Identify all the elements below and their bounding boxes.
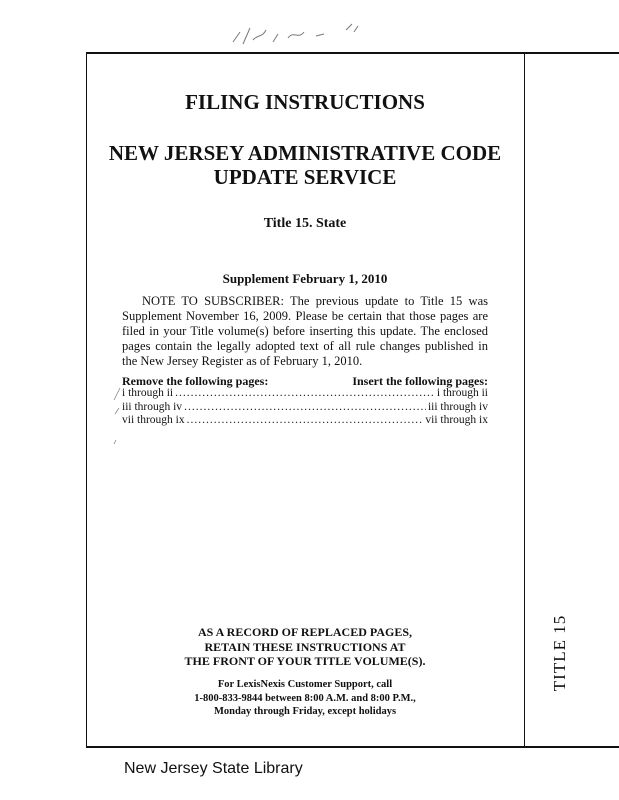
record-line3: THE FRONT OF YOUR TITLE VOLUME(S). bbox=[184, 654, 426, 668]
note-to-subscriber bbox=[122, 294, 488, 369]
page-row bbox=[122, 414, 488, 428]
code-heading-line1: NEW JERSEY ADMINISTRATIVE CODE bbox=[108, 141, 502, 165]
code-heading bbox=[100, 141, 510, 189]
support-line2: 1-800-833-9844 between 8:00 A.M. and 8:00 P.M., bbox=[194, 692, 416, 704]
insert-pages: iii through iv bbox=[427, 400, 488, 413]
remove-pages-header: Remove the following pages: bbox=[122, 374, 269, 388]
insert-pages-header: Insert the following pages: bbox=[352, 374, 488, 388]
page-row bbox=[122, 401, 488, 415]
remove-pages: i through ii bbox=[122, 387, 174, 399]
pages-list bbox=[122, 387, 488, 428]
title-tab bbox=[548, 608, 572, 698]
library-stamp: New Jersey State Library bbox=[124, 760, 303, 777]
handwritten-check-marks bbox=[112, 386, 122, 446]
dot-leader bbox=[175, 387, 435, 401]
frame-top-border bbox=[86, 52, 619, 54]
remove-pages: iii through iv bbox=[122, 400, 183, 413]
filing-instructions-heading: FILING INSTRUCTIONS bbox=[185, 90, 425, 114]
insert-pages: i through ii bbox=[436, 387, 488, 399]
dot-leader bbox=[187, 414, 424, 428]
support-line3: Monday through Friday, except holidays bbox=[213, 706, 397, 717]
frame-tab-divider bbox=[524, 52, 525, 746]
remove-pages: vii through ix bbox=[122, 414, 185, 426]
title-heading: Title 15. State bbox=[263, 216, 347, 231]
record-instructions bbox=[100, 625, 510, 669]
dot-leader bbox=[184, 401, 426, 415]
record-line2: RETAIN THESE INSTRUCTIONS AT bbox=[204, 639, 406, 654]
insert-pages: vii through ix bbox=[425, 414, 488, 426]
note-text: NOTE TO SUBSCRIBER: The previous update to Title 15 was Supplement November 16, 2009. Please be certain that those pages are filed in your Title volume(s) before inserting this update. The enclosed pages contain the legally adopted text of all rule changes published in the New Jersey Register as of February 1, 2010. bbox=[122, 294, 488, 368]
supplement-date: Supplement February 1, 2010 bbox=[222, 271, 388, 286]
page-row bbox=[122, 387, 488, 401]
customer-support bbox=[100, 678, 510, 719]
handwritten-scribble-mark bbox=[228, 20, 368, 50]
frame-left-border bbox=[86, 52, 87, 746]
title-tab-label: TITLE 15 bbox=[550, 614, 570, 692]
support-line1: For LexisNexis Customer Support, call bbox=[217, 679, 393, 690]
code-heading-line2: UPDATE SERVICE bbox=[213, 165, 397, 189]
frame-bottom-border bbox=[86, 746, 619, 748]
record-line1: AS A RECORD OF REPLACED PAGES, bbox=[197, 625, 413, 639]
